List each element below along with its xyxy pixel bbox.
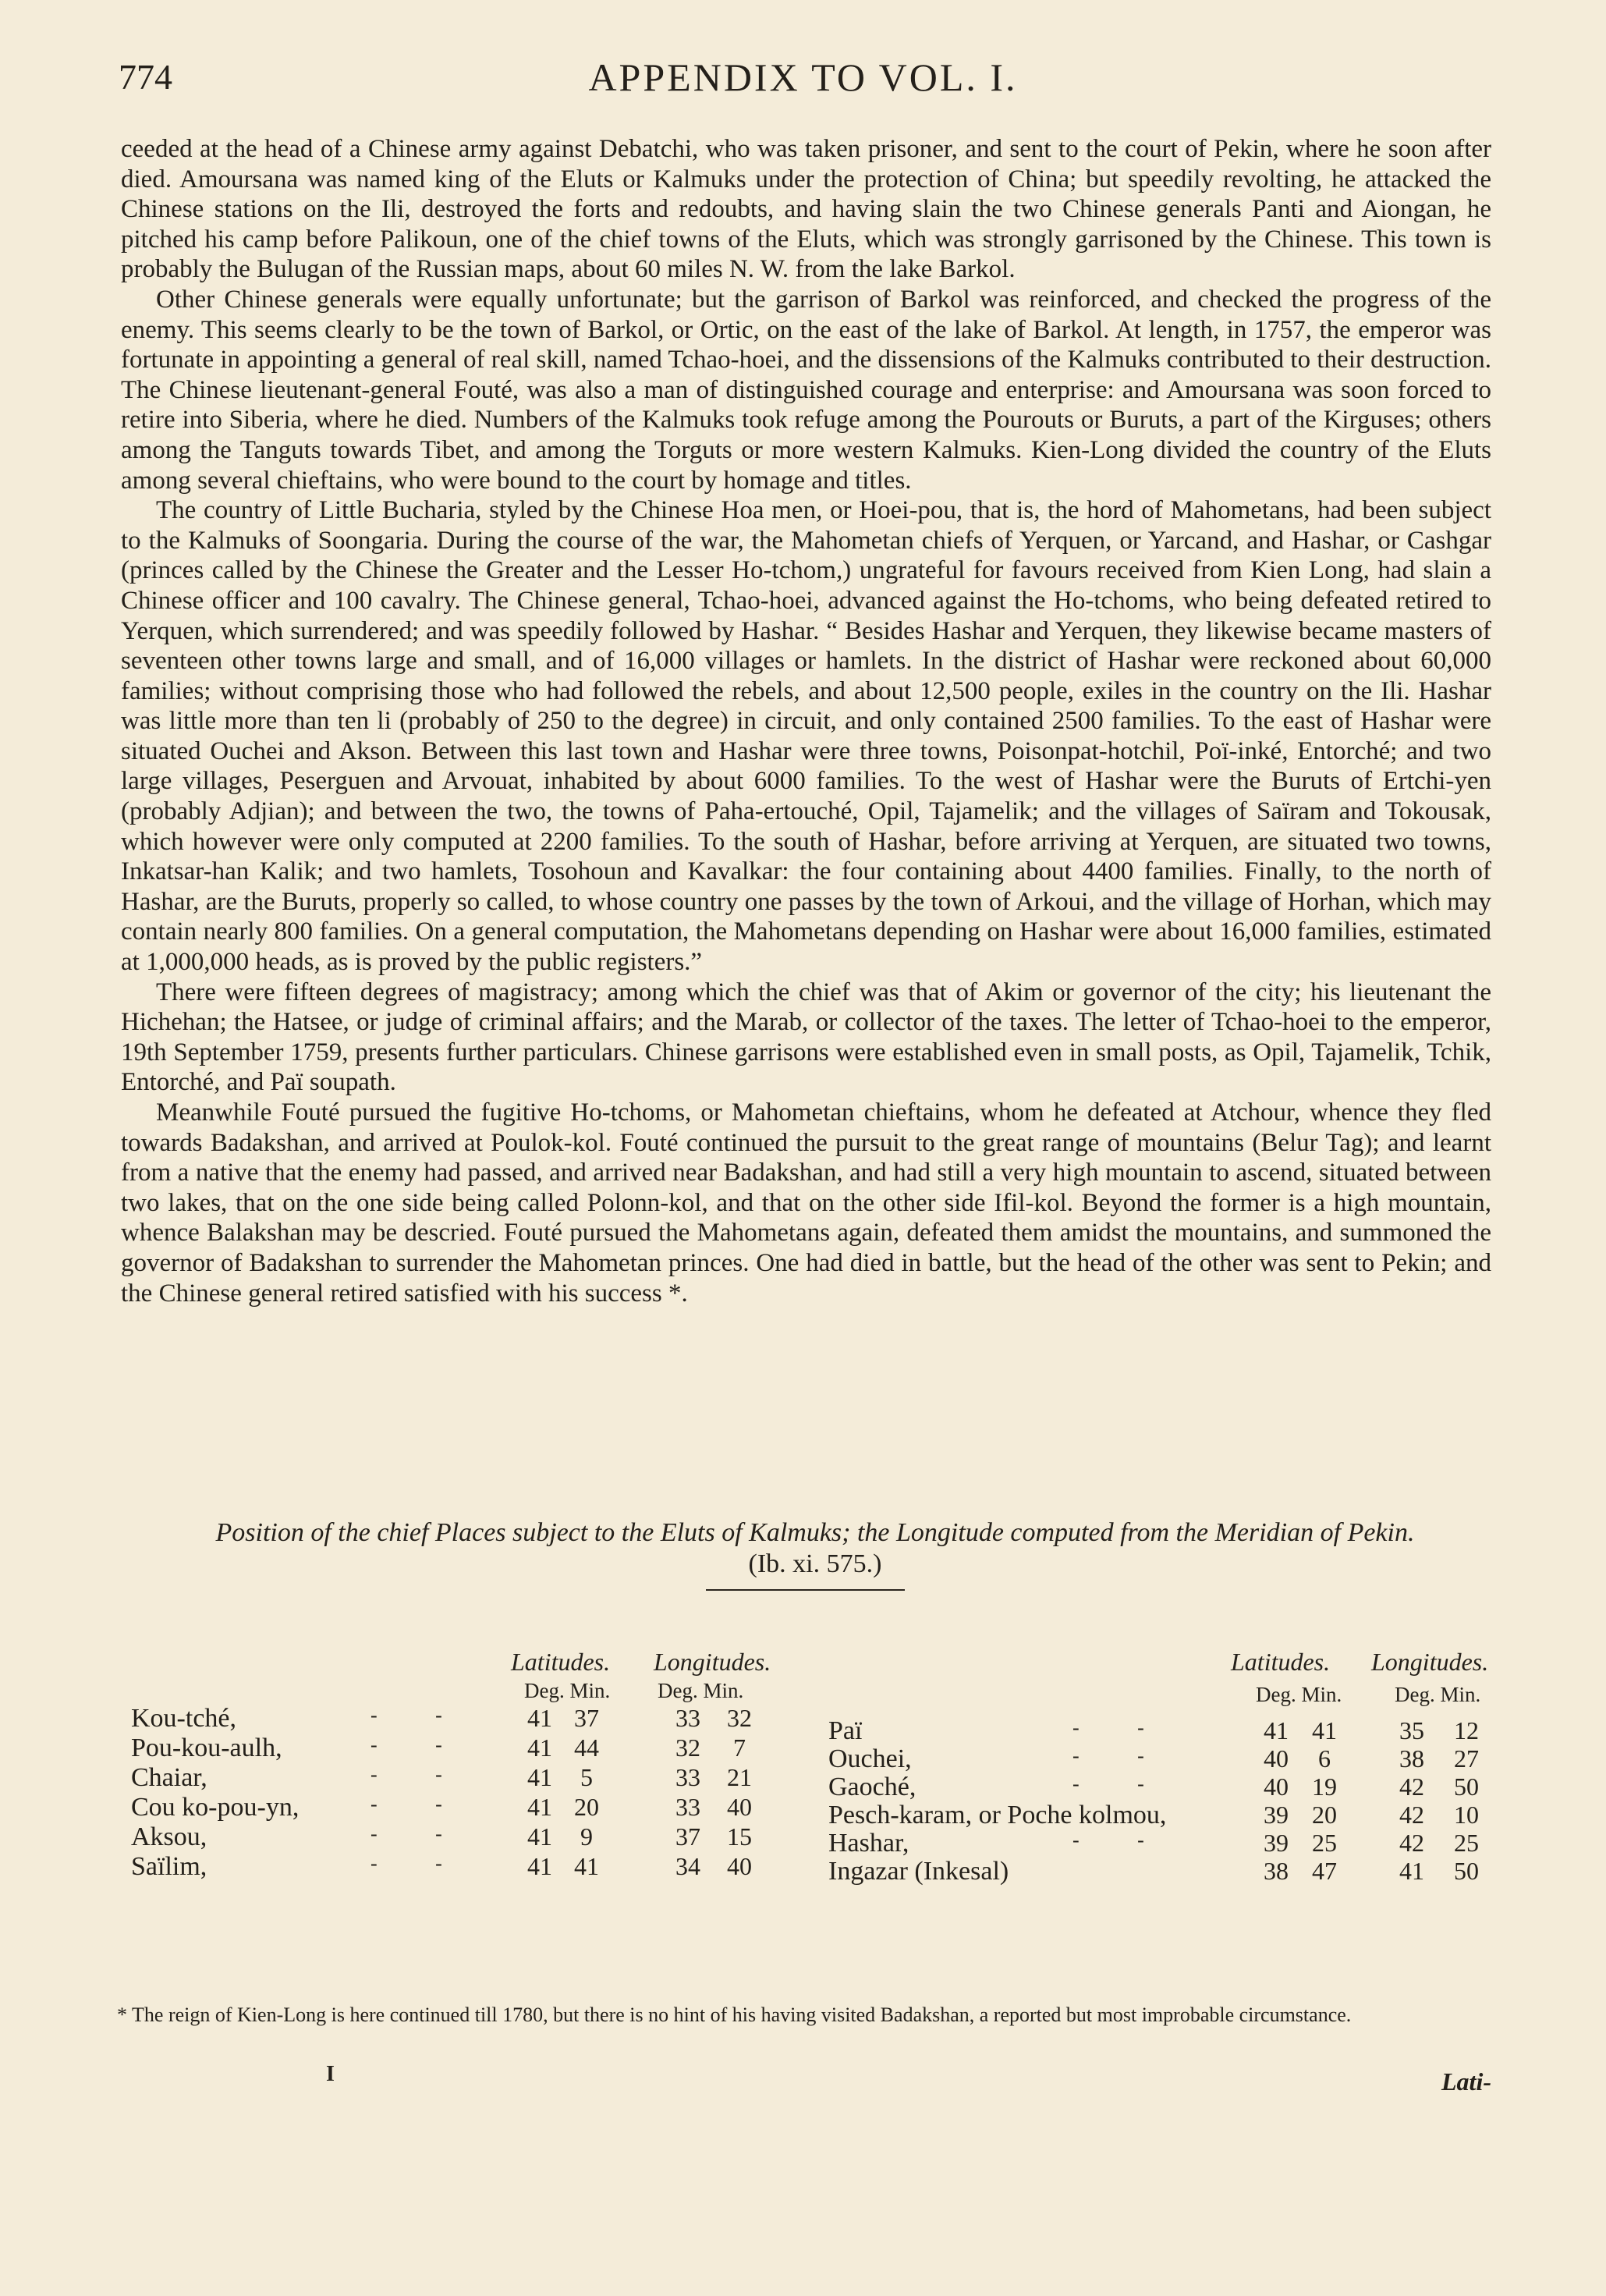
col-header-longitudes: Longitudes. [1371, 1648, 1489, 1676]
table-lat-min: 25 [1312, 1829, 1337, 1857]
table-lon-deg: 33 [675, 1704, 700, 1732]
table-lat-min: 41 [574, 1852, 599, 1880]
paragraph: ceeded at the head of a Chinese army against Debatchi, who was taken prisoner, and sent to the court of Pekin, where he soon after died. Amoursana was named king of the Eluts or Kalmuks under the protection of China; but speedily revolting, he attacked the Chinese stations on the Ili, destroyed the forts and redoubts, and having slain the two Chinese generals Panti and Aiongan, he pitched his camp before Palikoun, one of the chief towns of the Eluts, which was strongly garrisoned by the Chinese. This town is probably the Bulugan of the Russian maps, about 60 miles N. W. from the lake Barkol. [121, 135, 1491, 284]
table-lon-deg: 42 [1399, 1773, 1424, 1801]
table-place-name: Aksou, [131, 1822, 207, 1851]
table-place-name: Pou-kou-aulh, [131, 1734, 282, 1762]
table-lat-min: 20 [1312, 1801, 1337, 1829]
table-place-name: Saïlim, [131, 1852, 207, 1881]
table-leader-dashes: - - [370, 1704, 469, 1726]
col-header-longitudes: Longitudes. [654, 1648, 771, 1676]
signature-mark: I [326, 2062, 335, 2086]
table-lat-min: 41 [1312, 1716, 1337, 1744]
table-lat-min: 47 [1312, 1857, 1337, 1885]
table-leader-dashes: - - [1072, 1716, 1171, 1739]
section-divider [706, 1589, 905, 1591]
table-place-name: Ouchei, [828, 1744, 912, 1773]
table-lon-deg: 35 [1399, 1716, 1424, 1744]
table-lat-min: 6 [1318, 1744, 1331, 1773]
table-lat-deg: 41 [527, 1734, 552, 1762]
table-title-text: Position of the chief Places subject to the Eluts of Kalmuks; the Longitude computed from the Meridian of Pekin. [215, 1518, 1415, 1547]
table-lon-deg: 38 [1399, 1744, 1424, 1773]
table-lat-deg: 41 [527, 1763, 552, 1791]
table-leader-dashes: - - [370, 1822, 469, 1845]
col-subheader-deg-min: Deg. Min. [524, 1679, 611, 1702]
table-leader-dashes: - - [1072, 1829, 1171, 1851]
table-place-name: Chaiar, [131, 1763, 207, 1792]
body-text [121, 134, 1491, 1308]
table-lat-deg: 40 [1264, 1773, 1289, 1801]
table-leader-dashes: - - [1072, 1744, 1171, 1767]
table-lat-deg: 41 [527, 1822, 552, 1851]
table-lon-deg: 42 [1399, 1801, 1424, 1829]
table-lat-deg: 41 [527, 1852, 552, 1880]
table-lat-min: 20 [574, 1793, 599, 1821]
table-place-name: Kou-tché, [131, 1704, 237, 1733]
table-lat-deg: 41 [527, 1704, 552, 1732]
table-lon-min: 12 [1454, 1716, 1479, 1744]
col-subheader-deg-min: Deg. Min. [1395, 1683, 1481, 1706]
table-lon-min: 21 [727, 1763, 752, 1791]
paragraph: The country of Little Bucharia, styled by the Chinese Hoa men, or Hoei-pou, that is, the hord of Mahometans, had been subject to the Kalmuks of Soongaria. During the course of the war, the Mahometan chiefs of Yerquen, or Yarcand, and Hashar, or Cashgar (princes called by the Chinese the Greater and the Lesser Ho-tchom,) ungrateful for favours received from Kien Long, had slain a Chinese officer and 100 cavalry. The Chinese general, Tchao-hoei, advanced against the Ho-tchoms, who being defeated retired to Yerquen, which surrendered; and was speedily followed by Hashar. “ Besides Hashar and Yerquen, they likewise became masters of seventeen other towns large and small, and of 16,000 villages or hamlets. In the district of Hashar were reckoned about 60,000 families; without comprising those who had followed the rebels, and about 12,500 people, exiles in the country on the Ili. Hashar was little more than ten li (probably of 250 to the degree) in circuit, and only contained 2500 families. To the east of Hashar were situated Ouchei and Akson. Between this last town and Hashar were three towns, Poisonpat-hotchil, Poï-inké, Entorché; and two large villages, Peserguen and Arvouat, inhabited by about 6000 families. To the west of Hashar were the Buruts of Ertchi-yen (probably Adjian); and between the two, the towns of Paha-ertouché, Opil, Tajamelik; and the villages of Saïram and Tokousak, which however were only computed at 2200 families. To the south of Hashar, before arriving at Yerquen, are situated two towns, Inkatsar-han Kalik; and two hamlets, Tosohoun and Kavalkar: the four containing about 4400 families. Finally, to the north of Hashar, are the Buruts, properly so called, to whose country one passes by the town of Arkoui, and the village of Horhan, which may contain nearly 800 families. On a general computation, the Mahometans depending on Hashar were about 16,000 families, estimated at 1,000,000 heads, as is proved by the public registers.” [121, 496, 1491, 977]
table-leader-dashes: - - [370, 1734, 469, 1756]
table-title [117, 1517, 1513, 1580]
table-leader-dashes: - - [1072, 1773, 1171, 1795]
footnote: * The reign of Kien-Long is here continued till 1780, but there is no hint of his having visited Badakshan, a reported but most improbable circumstance. [117, 2003, 1352, 2026]
table-lon-min: 25 [1454, 1829, 1479, 1857]
table-reference: (Ib. xi. 575.) [748, 1549, 882, 1578]
col-header-latitudes: Latitudes. [1231, 1648, 1331, 1676]
paragraph: Meanwhile Fouté pursued the fugitive Ho-tchoms, or Mahometan chieftains, whom he defeated at Atchour, whence they fled towards Badakshan, and arrived at Poulok-kol. Fouté continued the pursuit to the great range of mountains (Belur Tag); and learnt from a native that the enemy had passed, and arrived near Badakshan, and had still a very high mountain to ascend, situated between two lakes, that on the one side being called Polonn-kol, and that on the other side Ifil-kol. Beyond the former is a high mountain, whence Balakshan may be descried. Fouté pursued the Mahometans again, defeated them amidst the mountains, and summoned the governor of Badakshan to surrender the Mahometan princes. One had died in battle, but the head of the other was sent to Pekin; and the Chinese general retired satisfied with his success *. [121, 1098, 1491, 1308]
table-lon-min: 15 [727, 1822, 752, 1851]
table-lat-deg: 39 [1264, 1801, 1289, 1829]
col-subheader-deg-min: Deg. Min. [658, 1679, 744, 1702]
table-leader-dashes: - - [370, 1793, 469, 1815]
paragraph: There were fifteen degrees of magistracy; among which the chief was that of Akim or governor of the city; his lieutenant the Hichehan; the Hatsee, or judge of criminal affairs; and the Marab, or collector of the taxes. The letter of Tchao-hoei to the emperor, 19th September 1759, presents further particulars. Chinese garrisons were established even in small posts, as Opil, Tajamelik, Tchik, Entorché, and Paï soupath. [121, 978, 1491, 1097]
table-lon-min: 40 [727, 1852, 752, 1880]
table-lon-min: 50 [1454, 1857, 1479, 1885]
table-lon-min: 7 [733, 1734, 746, 1762]
table-lon-deg: 32 [675, 1734, 700, 1762]
table-lon-deg: 37 [675, 1822, 700, 1851]
table-lon-min: 50 [1454, 1773, 1479, 1801]
table-lon-deg: 34 [675, 1852, 700, 1880]
table-place-name: Pesch-karam, or Poche kolmou, [828, 1801, 1167, 1829]
table-lon-min: 10 [1454, 1801, 1479, 1829]
table-lon-min: 32 [727, 1704, 752, 1732]
table-lon-deg: 41 [1399, 1857, 1424, 1885]
table-lat-min: 9 [580, 1822, 593, 1851]
table-lat-min: 5 [580, 1763, 593, 1791]
table-leader-dashes: - - [370, 1763, 469, 1786]
running-title: APPENDIX TO VOL. I. [588, 55, 1018, 99]
table-lon-deg: 33 [675, 1763, 700, 1791]
table-lat-deg: 38 [1264, 1857, 1289, 1885]
table-lat-min: 37 [574, 1704, 599, 1732]
table-lon-deg: 33 [675, 1793, 700, 1821]
table-place-name: Ingazar (Inkesal) [828, 1857, 1009, 1886]
paragraph: Other Chinese generals were equally unfortunate; but the garrison of Barkol was reinforced, and checked the progress of the enemy. This seems clearly to be the town of Barkol, or Ortic, on the east of the lake of Barkol. At length, in 1757, the emperor was fortunate in appointing a general of real skill, named Tchao-hoei, and the dissensions of the Kalmuks contributed to their destruction. The Chinese lieutenant-general Fouté, was also a man of distinguished courage and enterprise: and Amoursana was soon forced to retire into Siberia, where he died. Numbers of the Kalmuks took refuge among the Pourouts or Buruts, a part of the Kirguses; others among the Tanguts towards Tibet, and among the Torguts or more western Kalmuks. Kien-Long divided the country of the Eluts among several chieftains, who were bound to the court by homage and titles. [121, 285, 1491, 495]
table-lon-deg: 42 [1399, 1829, 1424, 1857]
page-number: 774 [119, 57, 172, 97]
table-lat-deg: 41 [527, 1793, 552, 1821]
table-lat-deg: 39 [1264, 1829, 1289, 1857]
table-place-name: Cou ko-pou-yn, [131, 1793, 300, 1822]
table-leader-dashes: - - [370, 1852, 469, 1875]
catchword: Lati- [1441, 2067, 1491, 2095]
table-lat-deg: 41 [1264, 1716, 1289, 1744]
col-header-latitudes: Latitudes. [511, 1648, 611, 1676]
table-place-name: Hashar, [828, 1829, 909, 1858]
table-lat-deg: 40 [1264, 1744, 1289, 1773]
table-lat-min: 44 [574, 1734, 599, 1762]
table-place-name: Paï [828, 1716, 863, 1745]
table-lat-min: 19 [1312, 1773, 1337, 1801]
table-lon-min: 27 [1454, 1744, 1479, 1773]
table-lon-min: 40 [727, 1793, 752, 1821]
table-place-name: Gaoché, [828, 1773, 916, 1801]
col-subheader-deg-min: Deg. Min. [1256, 1683, 1342, 1706]
